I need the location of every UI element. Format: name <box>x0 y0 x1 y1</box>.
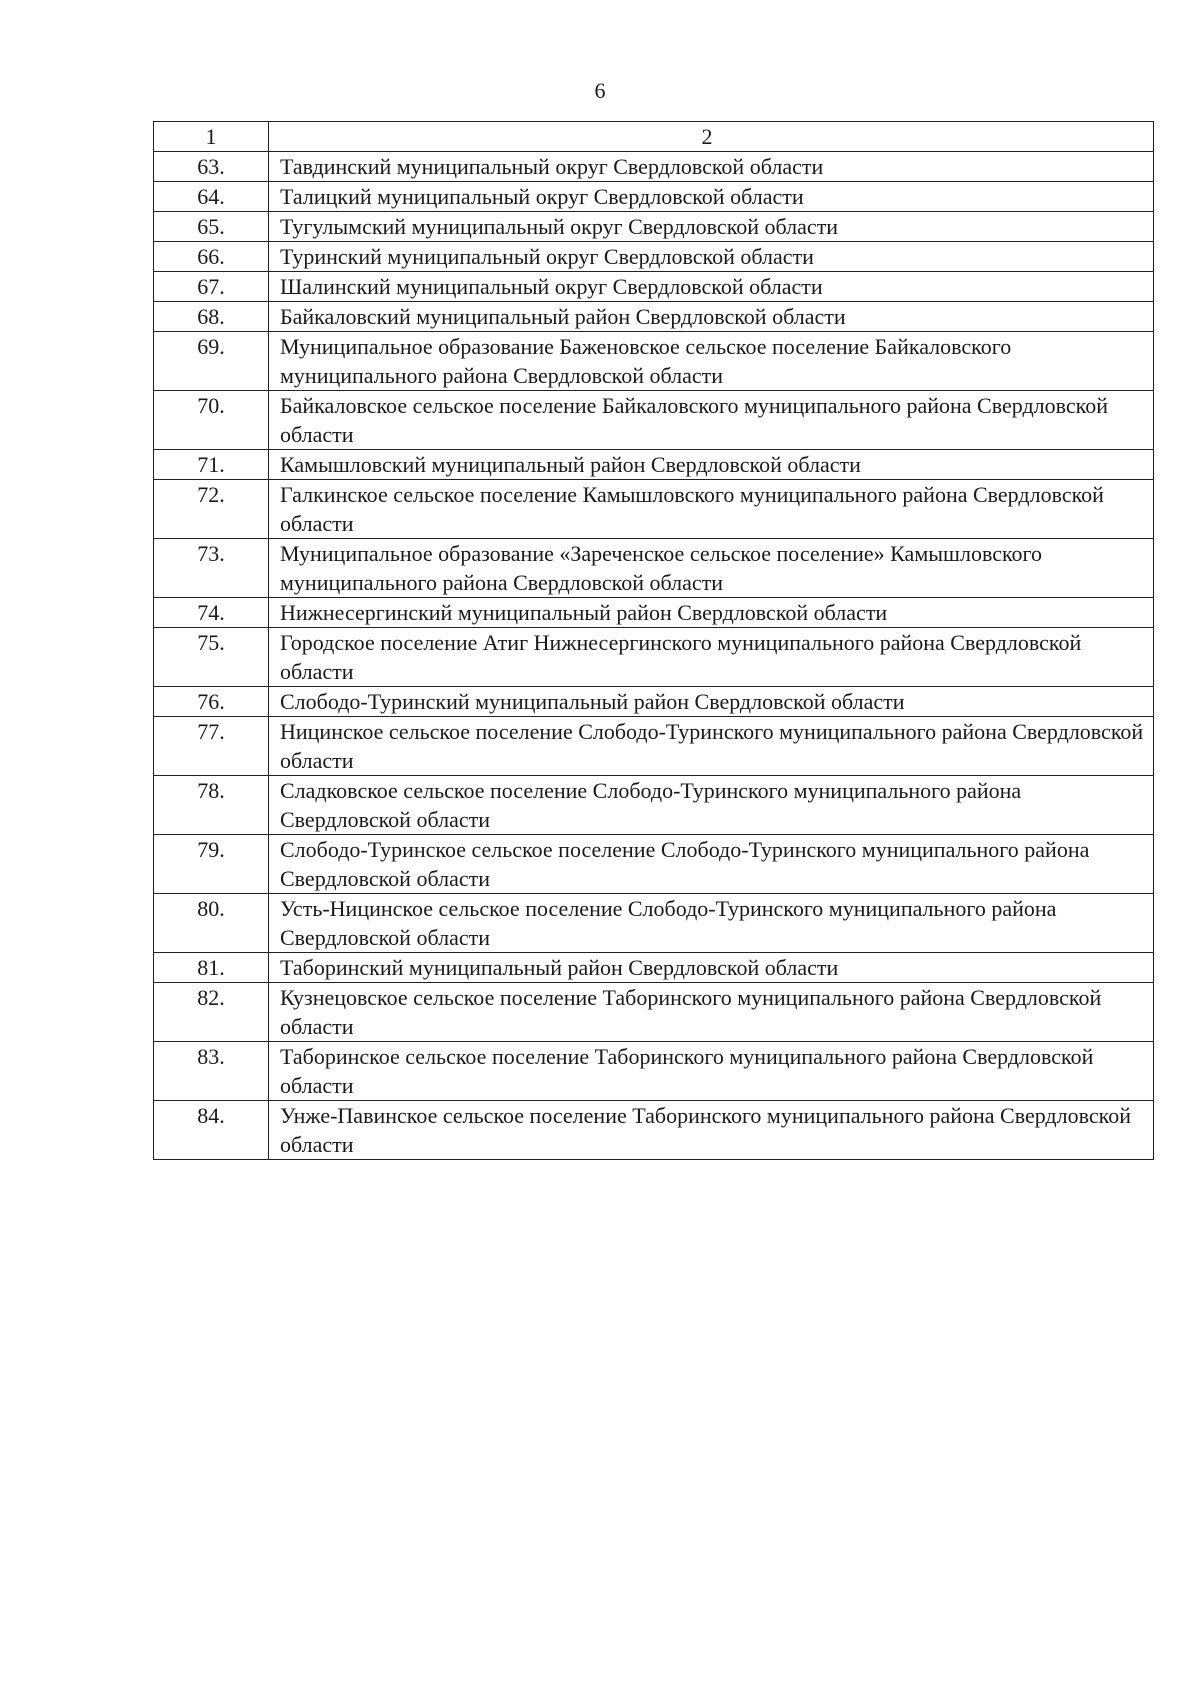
row-number-cell: 84. <box>154 1101 269 1160</box>
row-number-cell: 83. <box>154 1042 269 1101</box>
row-number-cell: 81. <box>154 953 269 983</box>
row-number-cell: 67. <box>154 272 269 302</box>
table-row <box>154 182 1154 212</box>
table-row <box>154 598 1154 628</box>
row-name-cell: Тавдинский муниципальный округ Свердловской области <box>269 152 1154 182</box>
table-row <box>154 332 1154 391</box>
row-name-cell: Муниципальное образование «Зареченское сельское поселение» Камышловского муниципального района Свердловской области <box>269 539 1154 598</box>
row-name-cell: Кузнецовское сельское поселение Таборинского муниципального района Свердловской области <box>269 983 1154 1042</box>
table-row <box>154 152 1154 182</box>
row-name-cell: Городское поселение Атиг Нижнесергинского муниципального района Свердловской области <box>269 628 1154 687</box>
row-name-cell: Талицкий муниципальный округ Свердловской области <box>269 182 1154 212</box>
table-row <box>154 391 1154 450</box>
row-number-cell: 75. <box>154 628 269 687</box>
table-row <box>154 480 1154 539</box>
table-row <box>154 539 1154 598</box>
row-name-cell: Муниципальное образование Баженовское сельское поселение Байкаловского муниципального района Свердловской области <box>269 332 1154 391</box>
row-number-cell: 72. <box>154 480 269 539</box>
row-number-cell: 80. <box>154 894 269 953</box>
row-number-cell: 78. <box>154 776 269 835</box>
table-row <box>154 242 1154 272</box>
row-number-cell: 63. <box>154 152 269 182</box>
table-row <box>154 717 1154 776</box>
header-cell-number: 1 <box>154 122 269 152</box>
table-row <box>154 450 1154 480</box>
row-name-cell: Слободо-Туринское сельское поселение Слободо-Туринского муниципального района Свердловской области <box>269 835 1154 894</box>
row-number-cell: 76. <box>154 687 269 717</box>
row-name-cell: Сладковское сельское поселение Слободо-Туринского муниципального района Свердловской области <box>269 776 1154 835</box>
row-number-cell: 65. <box>154 212 269 242</box>
row-number-cell: 69. <box>154 332 269 391</box>
row-number-cell: 79. <box>154 835 269 894</box>
row-name-cell: Таборинское сельское поселение Таборинского муниципального района Свердловской области <box>269 1042 1154 1101</box>
row-number-cell: 77. <box>154 717 269 776</box>
row-name-cell: Тугулымский муниципальный округ Свердловской области <box>269 212 1154 242</box>
row-number-cell: 70. <box>154 391 269 450</box>
row-number-cell: 74. <box>154 598 269 628</box>
page-number: 6 <box>594 78 606 103</box>
row-name-cell: Унже-Павинское сельское поселение Таборинского муниципального района Свердловской области <box>269 1101 1154 1160</box>
table-row <box>154 776 1154 835</box>
row-name-cell: Ницинское сельское поселение Слободо-Туринского муниципального района Свердловской области <box>269 717 1154 776</box>
row-name-cell: Камышловский муниципальный район Свердловской области <box>269 450 1154 480</box>
table-body <box>154 122 1154 1160</box>
row-number-cell: 73. <box>154 539 269 598</box>
row-name-cell: Байкаловское сельское поселение Байкаловского муниципального района Свердловской области <box>269 391 1154 450</box>
table-row <box>154 628 1154 687</box>
row-name-cell: Байкаловский муниципальный район Свердловской области <box>269 302 1154 332</box>
municipalities-table <box>153 121 1154 1160</box>
table-row <box>154 835 1154 894</box>
row-number-cell: 66. <box>154 242 269 272</box>
row-number-cell: 71. <box>154 450 269 480</box>
table-row <box>154 894 1154 953</box>
row-name-cell: Шалинский муниципальный округ Свердловской области <box>269 272 1154 302</box>
row-number-cell: 64. <box>154 182 269 212</box>
table-row <box>154 687 1154 717</box>
table-row <box>154 953 1154 983</box>
table-row <box>154 1042 1154 1101</box>
row-number-cell: 82. <box>154 983 269 1042</box>
table-row <box>154 1101 1154 1160</box>
row-name-cell: Галкинское сельское поселение Камышловского муниципального района Свердловской области <box>269 480 1154 539</box>
table-row <box>154 272 1154 302</box>
table-row <box>154 302 1154 332</box>
table-header-row <box>154 122 1154 152</box>
row-name-cell: Туринский муниципальный округ Свердловской области <box>269 242 1154 272</box>
row-name-cell: Таборинский муниципальный район Свердловской области <box>269 953 1154 983</box>
header-cell-name: 2 <box>269 122 1154 152</box>
row-name-cell: Усть-Ницинское сельское поселение Слободо-Туринского муниципального района Свердловской области <box>269 894 1154 953</box>
row-name-cell: Слободо-Туринский муниципальный район Свердловской области <box>269 687 1154 717</box>
table-row <box>154 983 1154 1042</box>
row-name-cell: Нижнесергинский муниципальный район Свердловской области <box>269 598 1154 628</box>
table-row <box>154 212 1154 242</box>
row-number-cell: 68. <box>154 302 269 332</box>
